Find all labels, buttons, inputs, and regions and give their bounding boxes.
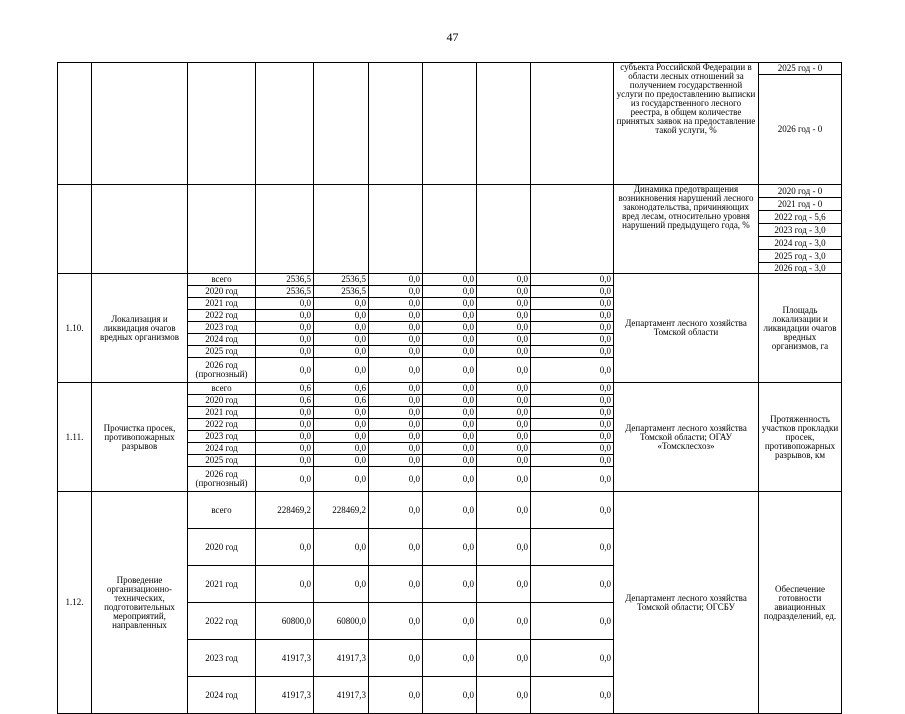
amount-cell: 0,0 — [314, 334, 369, 346]
amount-cell: 0,0 — [423, 492, 477, 529]
amount-cell: 0,0 — [314, 419, 369, 431]
amount-cell: 0,0 — [423, 467, 477, 492]
amount-cell: 0,0 — [531, 431, 614, 443]
amount-cell: 228469,2 — [256, 492, 314, 529]
amount-cell: 0,0 — [423, 298, 477, 310]
amount-cell: 0,0 — [256, 346, 314, 358]
indicator-value: 2026 год - 0 — [759, 75, 842, 185]
amount-cell: 0,0 — [369, 407, 423, 419]
year-cell: 2024 год — [188, 677, 256, 714]
table-row — [58, 274, 842, 286]
amount-cell: 0,0 — [477, 334, 531, 346]
amount-cell: 0,0 — [531, 310, 614, 322]
amount-cell: 0,0 — [256, 322, 314, 334]
executor-cell: Департамент лесного хозяйства Томской области; ОГСБУ — [614, 492, 759, 714]
amount-cell: 0,0 — [369, 310, 423, 322]
amount-cell: 0,0 — [423, 407, 477, 419]
amount-cell: 2536,5 — [314, 274, 369, 286]
amount-cell: 0,0 — [256, 431, 314, 443]
year-cell: 2024 год — [188, 334, 256, 346]
amount-cell: 0,0 — [369, 455, 423, 467]
amount-cell: 0,0 — [369, 322, 423, 334]
year-cell: 2023 год — [188, 640, 256, 677]
amount-cell: 0,0 — [314, 346, 369, 358]
amount-cell: 0,0 — [423, 431, 477, 443]
executor-cell: Департамент лесного хозяйства Томской области; ОГАУ «Томсклесхоз» — [614, 383, 759, 492]
amount-cell: 0,0 — [369, 358, 423, 383]
amount-cell: 0,0 — [423, 395, 477, 407]
amount-cell: 0,0 — [369, 346, 423, 358]
amount-cell: 0,0 — [314, 443, 369, 455]
amount-cell: 0,0 — [256, 419, 314, 431]
table-row — [58, 383, 842, 395]
amount-cell: 60800,0 — [314, 603, 369, 640]
amount-cell: 0,6 — [256, 395, 314, 407]
amount-cell: 0,0 — [369, 529, 423, 566]
amount-cell: 41917,3 — [256, 640, 314, 677]
indicator-value: 2025 год - 3,0 — [759, 250, 842, 263]
amount-cell: 0,0 — [531, 334, 614, 346]
item-name: Проведение организационно-технических, подготовительных мероприятий, направленных — [92, 492, 188, 714]
indicator-value: 2026 год - 3,0 — [759, 263, 842, 274]
year-cell: 2022 год — [188, 419, 256, 431]
amount-cell: 0,0 — [256, 334, 314, 346]
amount-cell: 0,0 — [369, 431, 423, 443]
year-cell: 2023 год — [188, 431, 256, 443]
amount-cell: 0,0 — [256, 566, 314, 603]
item-name: Локализация и ликвидация очагов вредных организмов — [92, 274, 188, 383]
amount-cell: 60800,0 — [256, 603, 314, 640]
amount-cell: 0,0 — [477, 358, 531, 383]
amount-cell: 0,0 — [256, 310, 314, 322]
amount-cell: 0,0 — [531, 407, 614, 419]
amount-cell: 0,0 — [531, 603, 614, 640]
year-cell: 2026 год (прогнозный) — [188, 358, 256, 383]
amount-cell: 0,0 — [423, 677, 477, 714]
amount-cell: 0,0 — [531, 286, 614, 298]
amount-cell: 0,0 — [256, 529, 314, 566]
amount-cell: 0,6 — [256, 383, 314, 395]
amount-cell: 41917,3 — [314, 677, 369, 714]
amount-cell: 0,0 — [369, 492, 423, 529]
amount-cell: 0,0 — [531, 298, 614, 310]
amount-cell: 0,0 — [477, 455, 531, 467]
page-number: 47 — [446, 30, 459, 44]
amount-cell: 0,0 — [423, 286, 477, 298]
amount-cell: 0,0 — [531, 467, 614, 492]
amount-cell: 0,0 — [531, 419, 614, 431]
year-cell: 2020 год — [188, 395, 256, 407]
amount-cell: 0,0 — [256, 443, 314, 455]
amount-cell: 0,0 — [369, 383, 423, 395]
amount-cell: 0,0 — [369, 603, 423, 640]
amount-cell: 0,0 — [477, 640, 531, 677]
amount-cell: 0,0 — [369, 298, 423, 310]
year-cell: 2022 год — [188, 310, 256, 322]
program-table — [57, 62, 842, 714]
amount-cell: 0,0 — [531, 455, 614, 467]
amount-cell: 0,0 — [423, 640, 477, 677]
amount-cell: 0,0 — [531, 346, 614, 358]
indicator-text: Динамика предотвращения возникновения нарушений лесного законодательства, причиняющих вред лесам, относительно уровня нарушений предыдущего года, % — [614, 185, 759, 274]
amount-cell: 0,0 — [423, 310, 477, 322]
indicator-name: Площадь локализации и ликвидации очагов вредных организмов, га — [759, 274, 842, 383]
amount-cell: 0,0 — [531, 677, 614, 714]
indicator-value: 2025 год - 0 — [759, 63, 842, 75]
amount-cell: 0,0 — [314, 407, 369, 419]
amount-cell: 0,0 — [423, 419, 477, 431]
amount-cell: 0,0 — [531, 274, 614, 286]
amount-cell: 0,0 — [423, 603, 477, 640]
amount-cell: 0,0 — [369, 566, 423, 603]
amount-cell: 0,0 — [314, 529, 369, 566]
amount-cell: 0,0 — [477, 443, 531, 455]
executor-cell: Департамент лесного хозяйства Томской области — [614, 274, 759, 383]
year-cell: 2022 год — [188, 603, 256, 640]
amount-cell: 0,6 — [314, 395, 369, 407]
amount-cell: 0,0 — [423, 383, 477, 395]
indicator-value: 2024 год - 3,0 — [759, 237, 842, 250]
indicator-value: 2021 год - 0 — [759, 198, 842, 211]
amount-cell: 0,0 — [423, 566, 477, 603]
amount-cell: 0,0 — [369, 274, 423, 286]
amount-cell: 0,0 — [477, 529, 531, 566]
amount-cell: 0,6 — [314, 383, 369, 395]
amount-cell: 0,0 — [369, 467, 423, 492]
amount-cell: 0,0 — [477, 407, 531, 419]
amount-cell: 0,0 — [369, 395, 423, 407]
amount-cell: 0,0 — [477, 383, 531, 395]
indicator-name: Обеспечение готовности авиационных подразделений, ед. — [759, 492, 842, 714]
amount-cell: 41917,3 — [314, 640, 369, 677]
amount-cell: 0,0 — [477, 431, 531, 443]
amount-cell: 0,0 — [314, 358, 369, 383]
amount-cell: 0,0 — [531, 443, 614, 455]
amount-cell: 0,0 — [531, 640, 614, 677]
amount-cell: 0,0 — [477, 286, 531, 298]
year-cell: 2021 год — [188, 407, 256, 419]
amount-cell: 2536,5 — [314, 286, 369, 298]
amount-cell: 0,0 — [314, 566, 369, 603]
amount-cell: 0,0 — [369, 677, 423, 714]
amount-cell: 0,0 — [314, 310, 369, 322]
indicator-name: Протяженность участков прокладки просек, противопожарных разрывов, км — [759, 383, 842, 492]
amount-cell: 0,0 — [314, 431, 369, 443]
indicator-value: 2023 год - 3,0 — [759, 224, 842, 237]
amount-cell: 0,0 — [423, 322, 477, 334]
amount-cell: 0,0 — [477, 346, 531, 358]
amount-cell: 0,0 — [423, 455, 477, 467]
amount-cell: 0,0 — [477, 274, 531, 286]
indicator-text: субъекта Российской Федерации в области лесных отношений за получением государственной услуги по предоставлению выписки из государственного лесного реестра, в общем количестве принятых заявок на предоставление такой услуги, % — [614, 63, 759, 185]
amount-cell: 0,0 — [256, 455, 314, 467]
year-cell: 2021 год — [188, 566, 256, 603]
year-cell: 2021 год — [188, 298, 256, 310]
amount-cell: 0,0 — [256, 358, 314, 383]
indicator-value: 2022 год - 5,6 — [759, 211, 842, 224]
year-cell: всего — [188, 492, 256, 529]
year-cell: всего — [188, 383, 256, 395]
amount-cell: 0,0 — [423, 334, 477, 346]
amount-cell: 0,0 — [477, 492, 531, 529]
amount-cell: 2536,5 — [256, 274, 314, 286]
year-cell: 2025 год — [188, 455, 256, 467]
amount-cell: 0,0 — [531, 529, 614, 566]
amount-cell: 0,0 — [531, 492, 614, 529]
indicator-value: 2020 год - 0 — [759, 185, 842, 198]
year-cell: 2023 год — [188, 322, 256, 334]
item-number: 1.11. — [58, 383, 92, 492]
amount-cell: 0,0 — [256, 467, 314, 492]
amount-cell: 0,0 — [423, 529, 477, 566]
year-cell: 2025 год — [188, 346, 256, 358]
item-name: Прочистка просек, противопожарных разрывов — [92, 383, 188, 492]
year-cell: 2020 год — [188, 286, 256, 298]
amount-cell: 0,0 — [477, 322, 531, 334]
year-cell: всего — [188, 274, 256, 286]
year-cell: 2024 год — [188, 443, 256, 455]
amount-cell: 0,0 — [369, 334, 423, 346]
amount-cell: 0,0 — [477, 566, 531, 603]
amount-cell: 0,0 — [423, 274, 477, 286]
amount-cell: 0,0 — [531, 322, 614, 334]
amount-cell: 0,0 — [314, 322, 369, 334]
amount-cell: 0,0 — [314, 467, 369, 492]
amount-cell: 0,0 — [477, 310, 531, 322]
amount-cell: 0,0 — [314, 455, 369, 467]
amount-cell: 0,0 — [423, 358, 477, 383]
amount-cell: 0,0 — [477, 677, 531, 714]
amount-cell: 41917,3 — [256, 677, 314, 714]
amount-cell: 0,0 — [531, 566, 614, 603]
amount-cell: 0,0 — [423, 346, 477, 358]
amount-cell: 0,0 — [314, 298, 369, 310]
amount-cell: 0,0 — [369, 286, 423, 298]
table-row — [58, 492, 842, 529]
amount-cell: 0,0 — [477, 603, 531, 640]
amount-cell: 0,0 — [256, 407, 314, 419]
year-cell: 2020 год — [188, 529, 256, 566]
item-number: 1.10. — [58, 274, 92, 383]
item-number: 1.12. — [58, 492, 92, 714]
amount-cell: 0,0 — [369, 419, 423, 431]
amount-cell: 228469,2 — [314, 492, 369, 529]
amount-cell: 0,0 — [531, 395, 614, 407]
amount-cell: 0,0 — [256, 298, 314, 310]
amount-cell: 0,0 — [531, 383, 614, 395]
amount-cell: 0,0 — [531, 358, 614, 383]
amount-cell: 0,0 — [477, 467, 531, 492]
amount-cell: 0,0 — [477, 395, 531, 407]
amount-cell: 0,0 — [369, 640, 423, 677]
amount-cell: 0,0 — [369, 443, 423, 455]
amount-cell: 0,0 — [477, 298, 531, 310]
amount-cell: 2536,5 — [256, 286, 314, 298]
year-cell: 2026 год (прогнозный) — [188, 467, 256, 492]
amount-cell: 0,0 — [423, 443, 477, 455]
amount-cell: 0,0 — [477, 419, 531, 431]
